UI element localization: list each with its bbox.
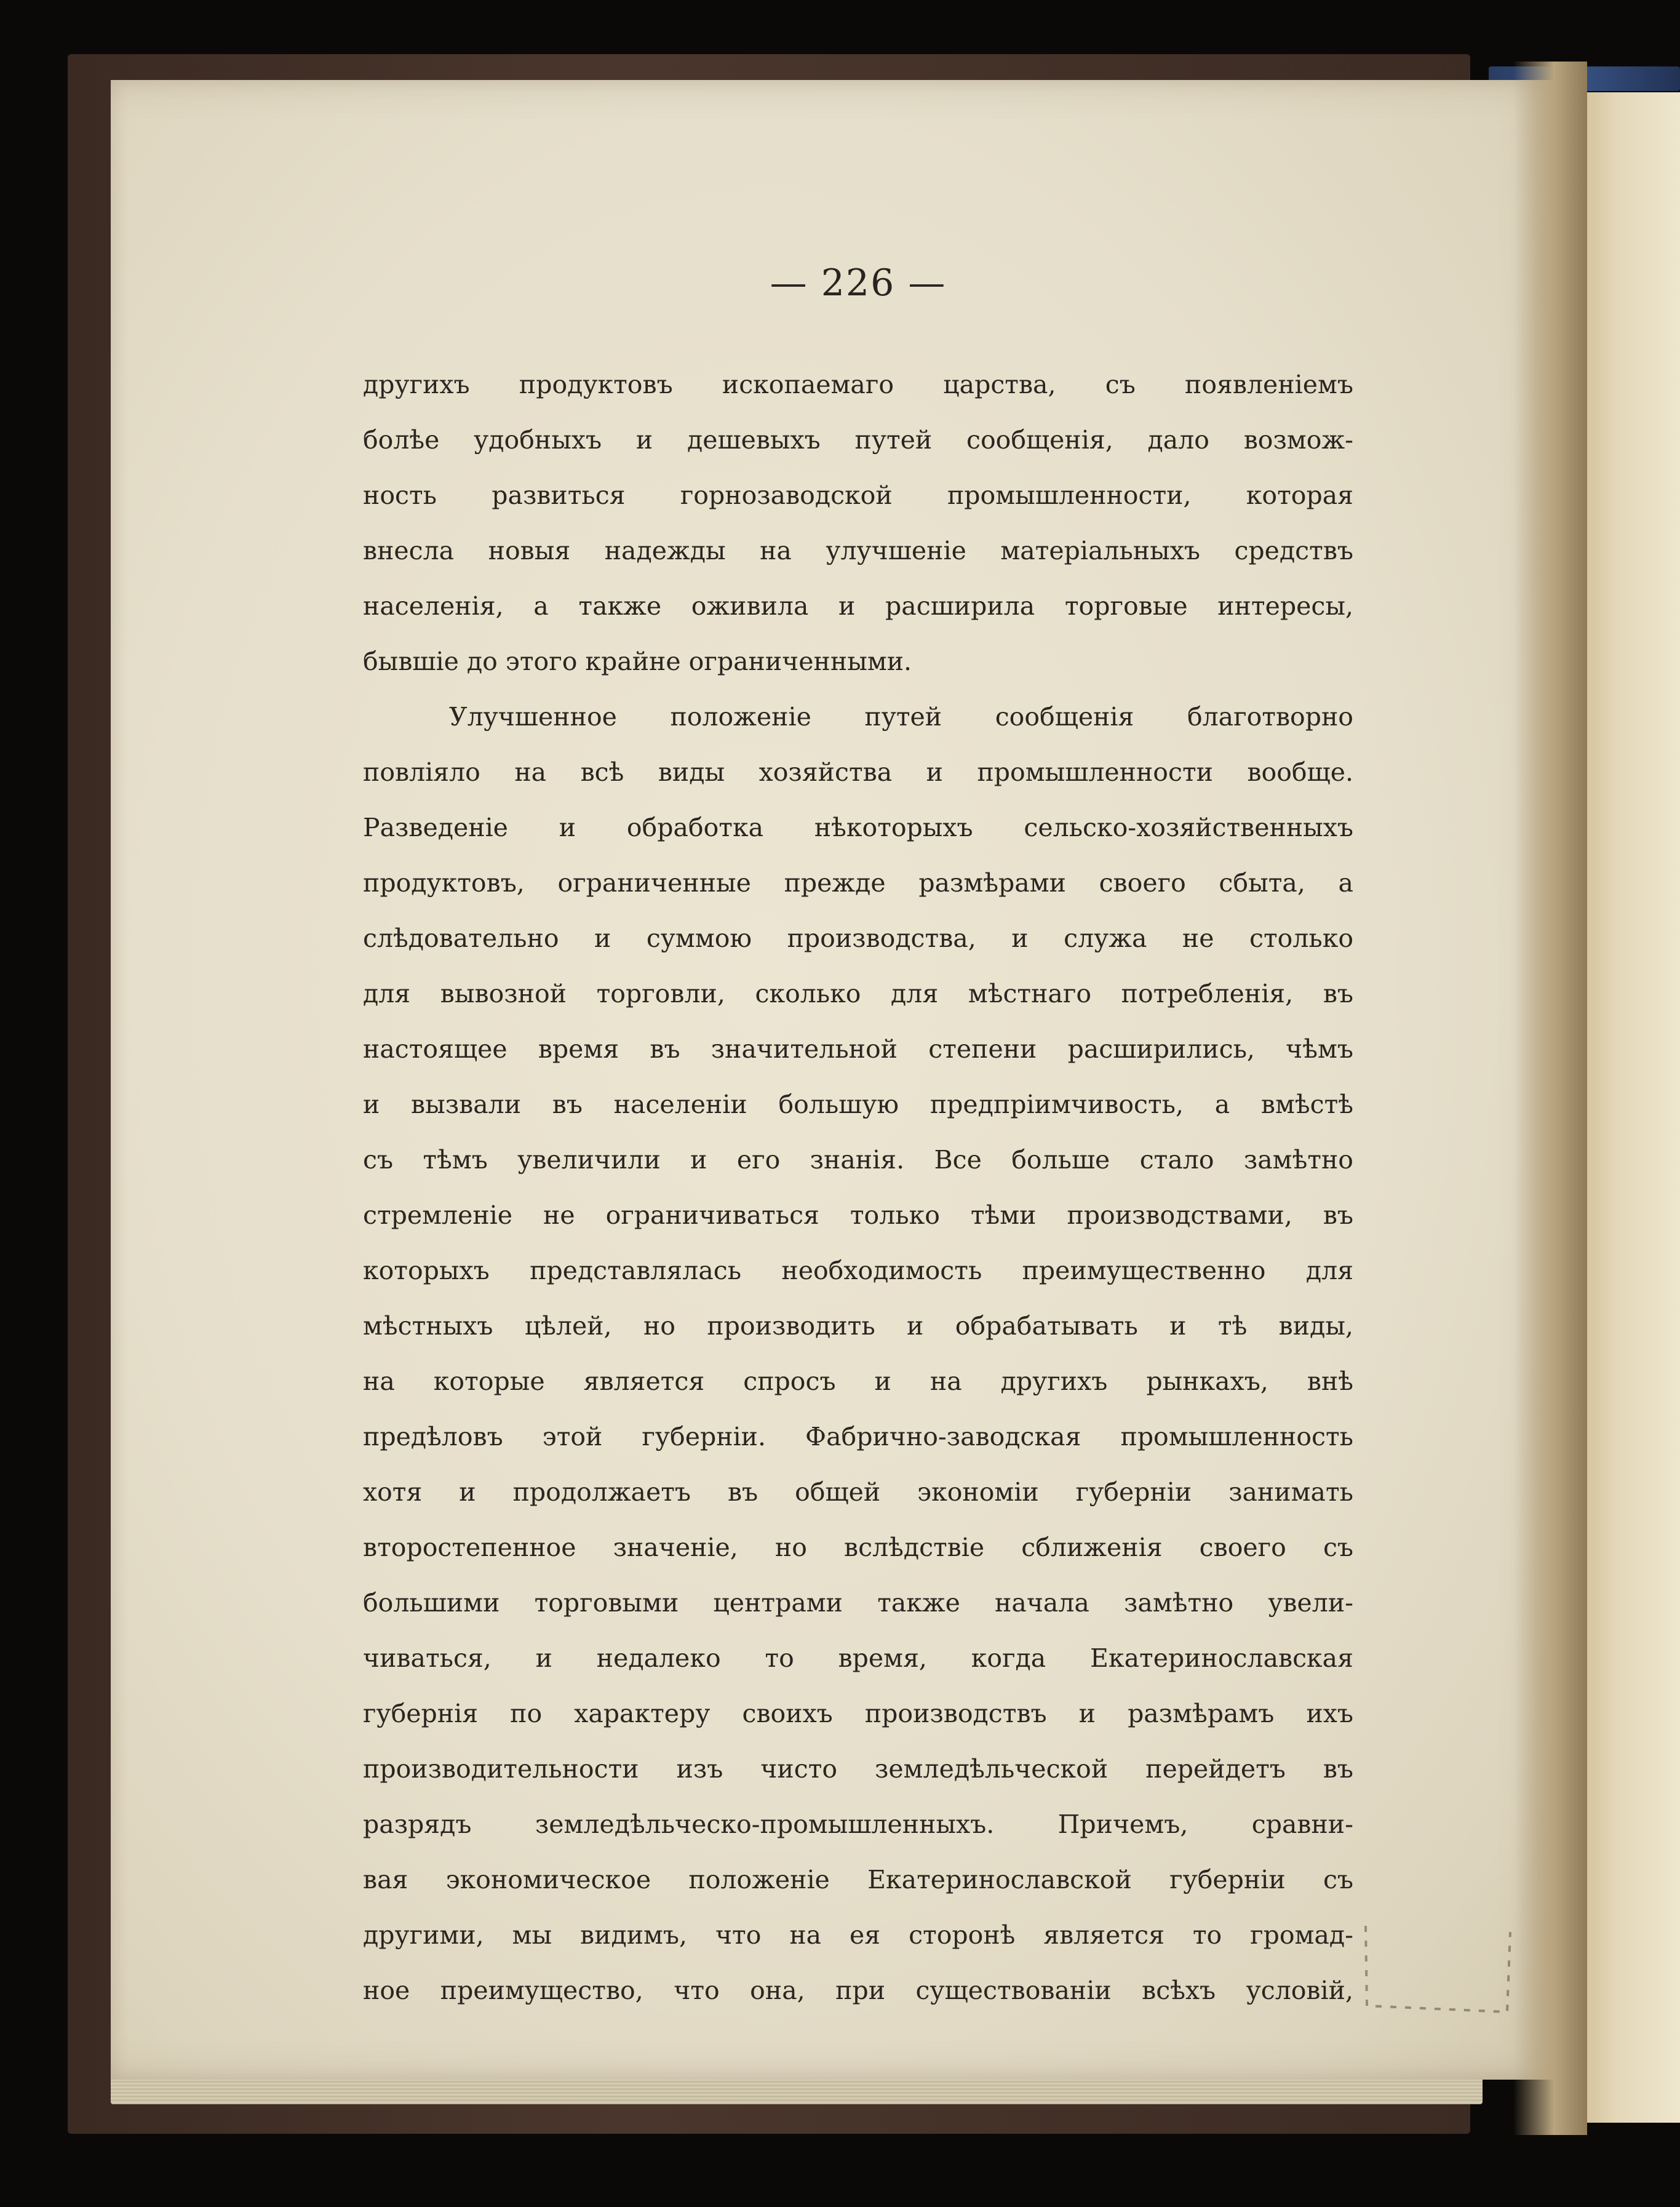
text-line: вая экономическое положеніе Екатеринославской губерніи съ xyxy=(363,1865,1353,1894)
text-line: внесла новыя надежды на улучшеніе матеріальныхъ средствъ xyxy=(363,536,1353,565)
text-line: для вывозной торговли, сколько для мѣстнаго потребленія, въ xyxy=(363,979,1353,1008)
text-line: чиваться, и недалеко то время, когда Екатеринославская xyxy=(363,1643,1353,1673)
text-line: другими, мы видимъ, что на ея сторонѣ является то громад- xyxy=(363,1920,1353,1950)
text-line: разрядъ земледѣльческо-промышленныхъ. Причемъ, сравни- xyxy=(363,1810,1353,1839)
text-line: повліяло на всѣ виды хозяйства и промышленности вообще. xyxy=(363,757,1353,787)
text-line: Разведеніе и обработка нѣкоторыхъ сельско-хозяйственныхъ xyxy=(363,813,1353,842)
text-line: хотя и продолжаетъ въ общей экономіи губерніи занимать xyxy=(363,1477,1353,1507)
text-line: и вызвали въ населеніи большую предпріимчивость, а вмѣстѣ xyxy=(363,1090,1353,1119)
binding-gutter xyxy=(1513,62,1587,2135)
paragraph-1 xyxy=(363,357,1353,689)
text-line: болѣе удобныхъ и дешевыхъ путей сообщенія, дало возмож- xyxy=(363,425,1353,455)
text-line: ное преимущество, что она, при существованіи всѣхъ условій, xyxy=(363,1976,1353,2005)
text-line: стремленіе не ограничиваться только тѣми производствами, въ xyxy=(363,1200,1353,1230)
text-line: мѣстныхъ цѣлей, но производить и обрабатывать и тѣ виды, xyxy=(363,1311,1353,1341)
text-line: ность развиться горнозаводской промышленности, которая xyxy=(363,481,1353,510)
text-line: населенія, а также оживила и расширила торговые интересы, xyxy=(363,591,1353,621)
text-line: съ тѣмъ увеличили и его знанія. Все больше стало замѣтно xyxy=(363,1145,1353,1175)
text-line: производительности изъ чисто земледѣльческой перейдетъ въ xyxy=(363,1754,1353,1784)
text-line: второстепенное значеніе, но вслѣдствіе сближенія своего съ xyxy=(363,1533,1353,1562)
paragraph-2 xyxy=(363,689,1353,2018)
stamp-mark xyxy=(1353,1907,1526,2030)
text-line: которыхъ представлялась необходимость преимущественно для xyxy=(363,1256,1353,1285)
text-line: бывшіе до этого крайне ограниченными. xyxy=(363,647,912,676)
text-line: на которые является спросъ и на другихъ рынкахъ, внѣ xyxy=(363,1367,1353,1396)
text-line: губернія по характеру своихъ производствъ и размѣрамъ ихъ xyxy=(363,1699,1353,1728)
text-line: слѣдовательно и суммою производства, и служа не столько xyxy=(363,924,1353,953)
text-line: настоящее время въ значительной степени расширились, чѣмъ xyxy=(363,1034,1353,1064)
text-line: другихъ продуктовъ ископаемаго царства, съ появленіемъ xyxy=(363,370,1353,399)
page-number: — 226 — xyxy=(770,261,947,305)
text-line: продуктовъ, ограниченные прежде размѣрами своего сбыта, а xyxy=(363,868,1353,898)
text-line: Улучшенное положеніе путей сообщенія благотворно xyxy=(449,702,1353,732)
text-line: предѣловъ этой губерніи. Фабрично-заводская промышленность xyxy=(363,1422,1353,1451)
text-line: большими торговыми центрами также начала замѣтно увели- xyxy=(363,1588,1353,1618)
text-block xyxy=(363,261,1353,2018)
